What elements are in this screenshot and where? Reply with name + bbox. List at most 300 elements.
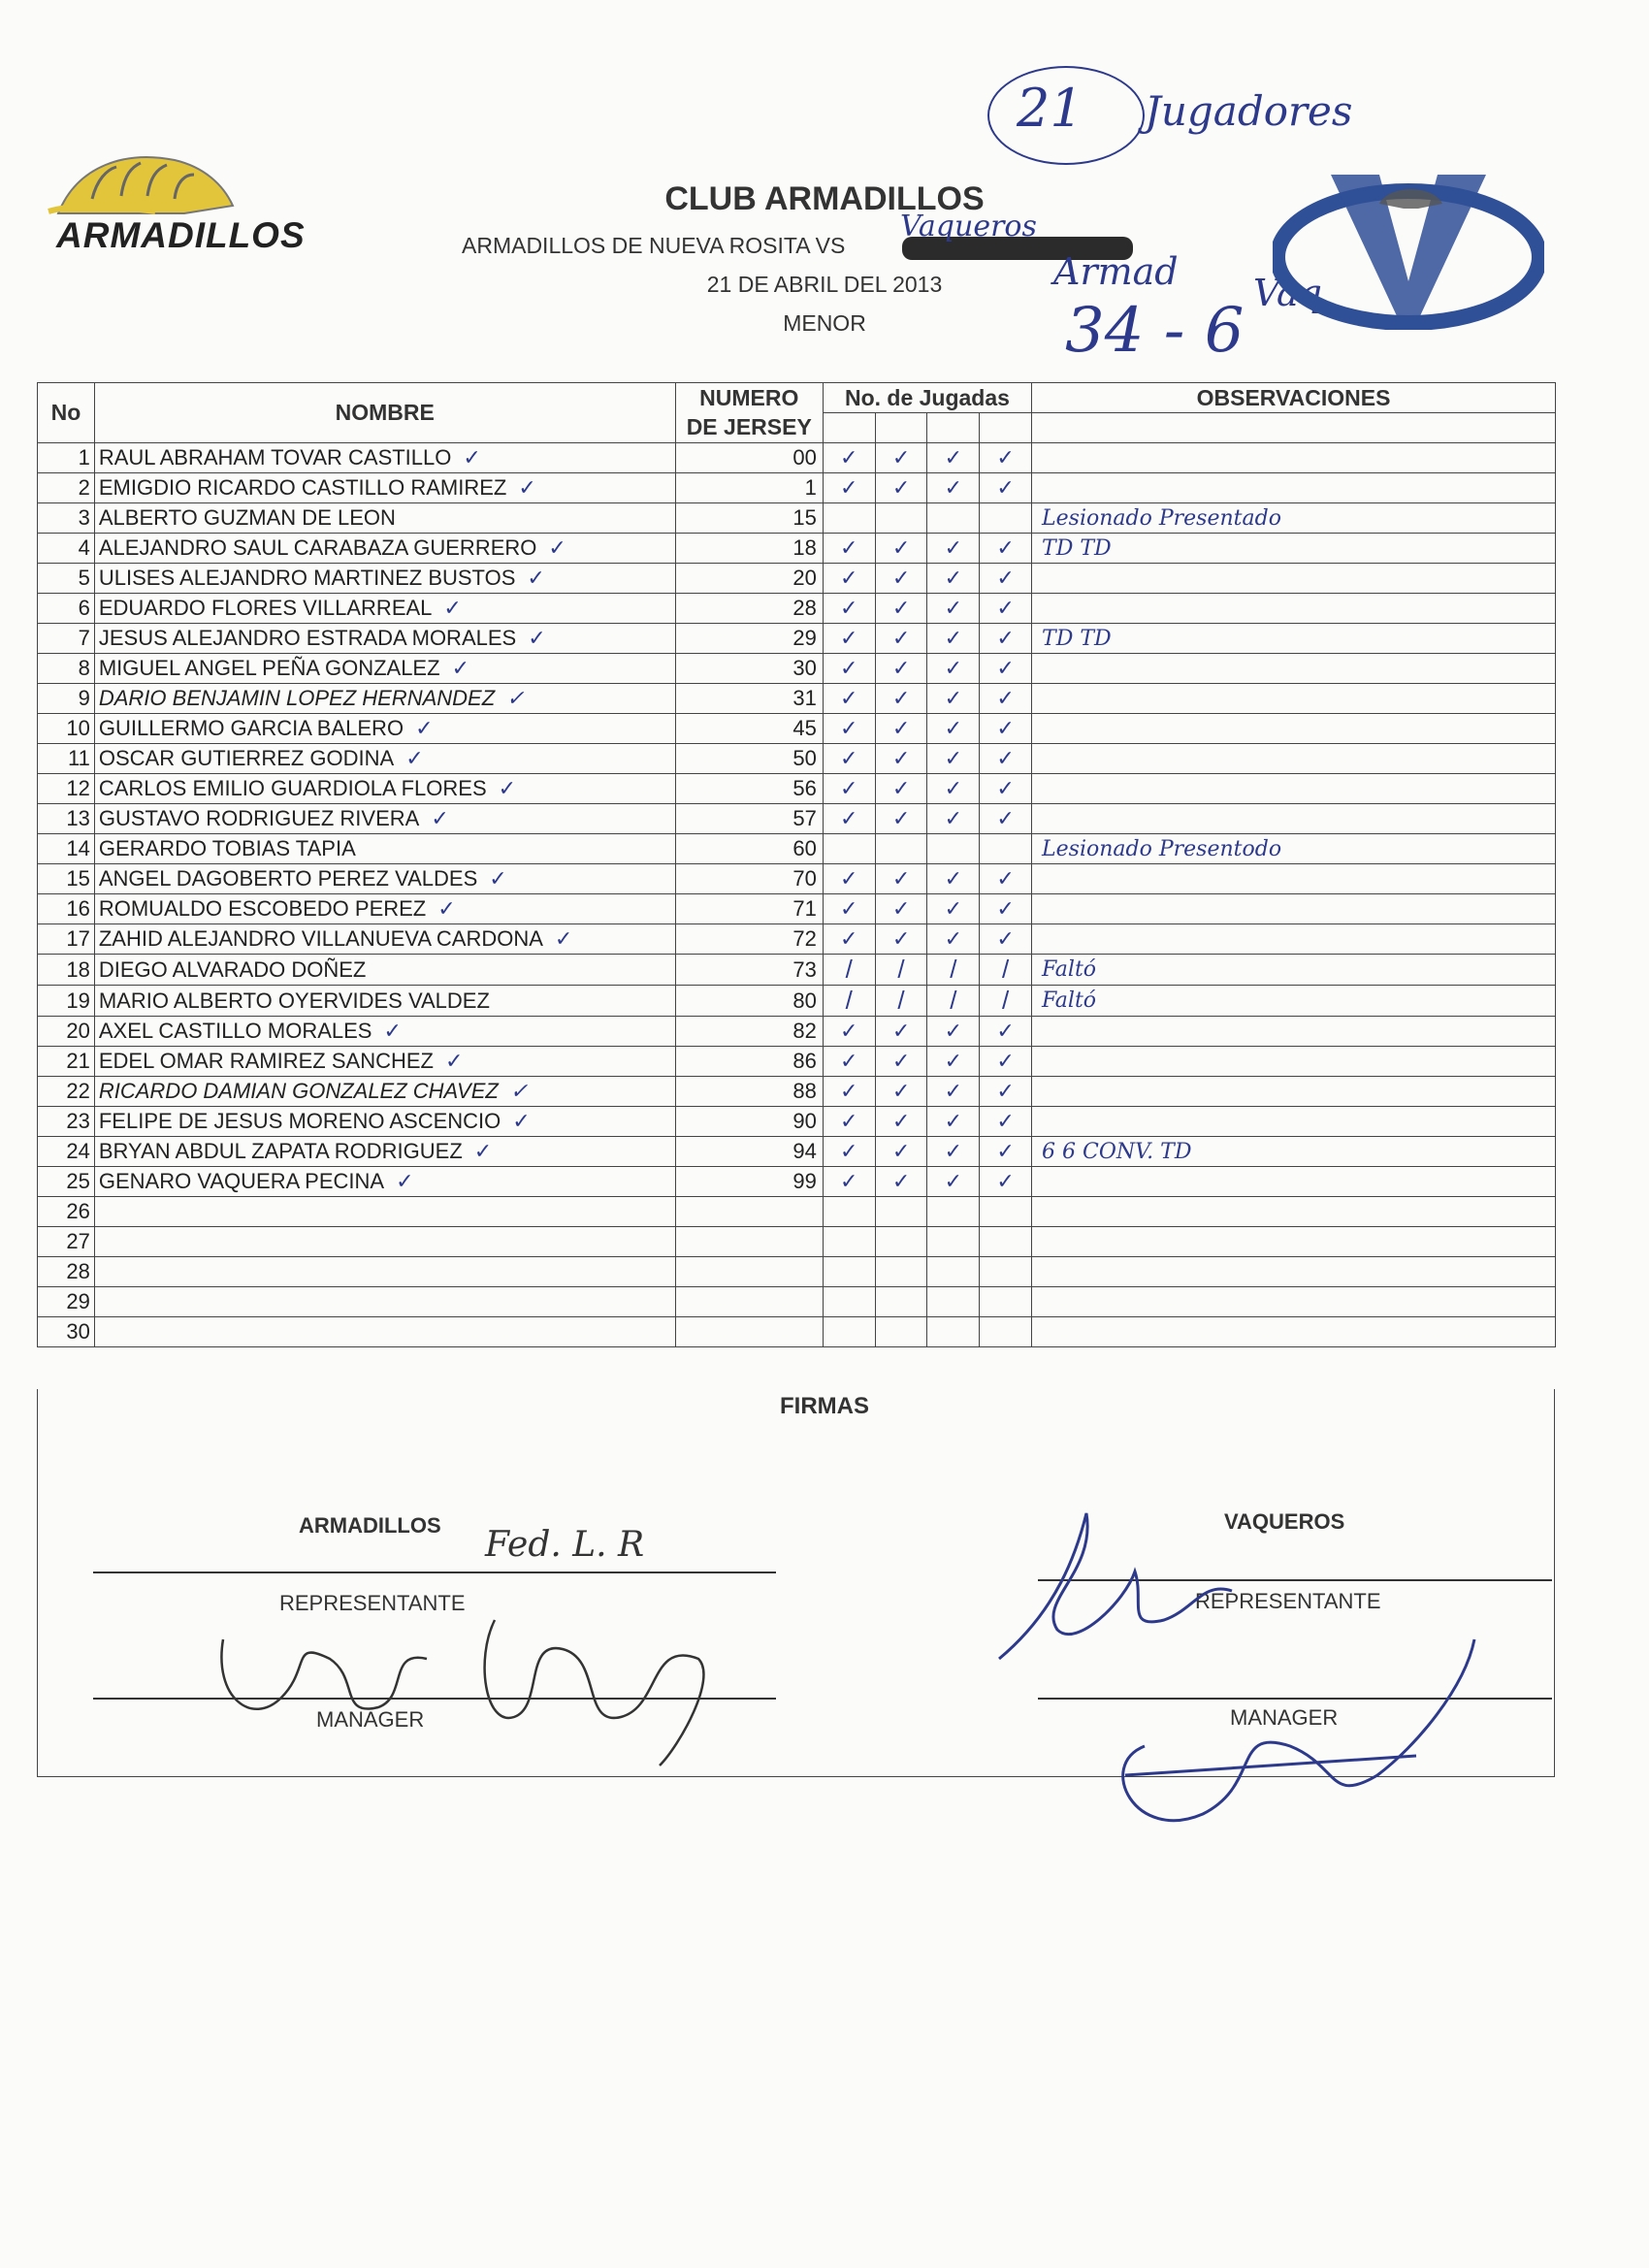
- player-name: [94, 804, 675, 834]
- play-mark: ✓: [927, 473, 980, 503]
- observation: [1032, 894, 1556, 924]
- jersey-number: 1: [675, 473, 823, 503]
- jersey-number: 31: [675, 684, 823, 714]
- play-mark: ✓: [927, 714, 980, 744]
- play-mark: ✓: [927, 534, 980, 564]
- play-mark: ✓: [927, 864, 980, 894]
- jersey-number: [675, 1257, 823, 1287]
- signatures-title: FIRMAS: [780, 1393, 869, 1419]
- play-mark: [980, 1257, 1032, 1287]
- check-icon: ✓: [506, 686, 525, 710]
- check-icon: ✓: [443, 596, 462, 620]
- play-mark: ✓: [927, 684, 980, 714]
- row-number: 19: [38, 986, 95, 1017]
- play-mark: /: [927, 986, 980, 1017]
- row-number: 23: [38, 1107, 95, 1137]
- play-mark: ✓: [980, 804, 1032, 834]
- page-title: CLUB ARMADILLOS: [664, 180, 985, 217]
- score-label-armadillos: Armad: [1053, 250, 1179, 293]
- play-mark: ✓: [823, 774, 875, 804]
- check-icon: ✓: [528, 626, 546, 650]
- player-name: [94, 654, 675, 684]
- jersey-number: [675, 1287, 823, 1317]
- jersey-number: 72: [675, 924, 823, 955]
- check-icon: ✓: [437, 896, 456, 921]
- play-mark: ✓: [980, 1047, 1032, 1077]
- rep-a-signature: Fed. L. R: [485, 1525, 645, 1565]
- player-name-text: OSCAR GUTIERREZ GODINA: [98, 746, 395, 770]
- row-number: 22: [38, 1077, 95, 1107]
- players-word: Jugadores: [1145, 87, 1353, 135]
- play-mark: ✓: [823, 564, 875, 594]
- row-number: 21: [38, 1047, 95, 1077]
- row-number: 3: [38, 503, 95, 534]
- play-mark: ✓: [980, 654, 1032, 684]
- header-obs-slot: [1032, 413, 1556, 443]
- observation: 6 6 CONV. TD: [1032, 1137, 1556, 1167]
- row-number: 10: [38, 714, 95, 744]
- play-mark: [823, 834, 875, 864]
- table-row: [38, 564, 1556, 594]
- play-mark: [823, 1227, 875, 1257]
- header-observations: OBSERVACIONES: [1032, 383, 1556, 413]
- play-mark: ✓: [980, 473, 1032, 503]
- player-name: [94, 1287, 675, 1317]
- table-row: [38, 534, 1556, 564]
- player-name-text: CARLOS EMILIO GUARDIOLA FLORES: [98, 776, 487, 800]
- check-icon: ✓: [498, 776, 517, 800]
- row-number: 5: [38, 564, 95, 594]
- player-name: [94, 864, 675, 894]
- jersey-number: 60: [675, 834, 823, 864]
- observation: TD TD: [1032, 624, 1556, 654]
- player-name-text: MIGUEL ANGEL PEÑA GONZALEZ: [98, 656, 440, 680]
- table-row: [38, 924, 1556, 955]
- table-row: [38, 774, 1556, 804]
- table-row: [38, 443, 1556, 473]
- play-mark: ✓: [875, 594, 927, 624]
- check-icon: ✓: [509, 1079, 529, 1103]
- table-row: [38, 1317, 1556, 1347]
- play-mark: /: [823, 955, 875, 986]
- observation: [1032, 864, 1556, 894]
- observation: [1032, 1107, 1556, 1137]
- table-row: [38, 744, 1556, 774]
- table-row: [38, 1257, 1556, 1287]
- header-plays: No. de Jugadas: [823, 383, 1031, 413]
- play-mark: ✓: [927, 1077, 980, 1107]
- jersey-number: 00: [675, 443, 823, 473]
- observation: [1032, 564, 1556, 594]
- player-name: [94, 986, 675, 1017]
- play-mark: [875, 1197, 927, 1227]
- check-icon: ✓: [415, 716, 434, 740]
- table-row: [38, 1197, 1556, 1227]
- play-mark: [875, 834, 927, 864]
- play-mark: ✓: [823, 443, 875, 473]
- play-mark: ✓: [823, 1167, 875, 1197]
- player-name-text: DIEGO ALVARADO DOÑEZ: [98, 956, 367, 982]
- manager-a-signatures: [194, 1581, 737, 1775]
- player-name-text: ALEJANDRO SAUL CARABAZA GUERRERO: [98, 535, 537, 560]
- player-name: [94, 924, 675, 955]
- observation: [1032, 1077, 1556, 1107]
- play-mark: ✓: [927, 443, 980, 473]
- play-mark: [823, 503, 875, 534]
- jersey-number: 57: [675, 804, 823, 834]
- score-label-vaqueros: Vaq.: [1253, 272, 1335, 314]
- check-icon: ✓: [463, 445, 481, 470]
- rep-a-line: [93, 1571, 776, 1573]
- play-mark: ✓: [823, 894, 875, 924]
- play-mark: ✓: [823, 534, 875, 564]
- jersey-number: 56: [675, 774, 823, 804]
- play-mark: [980, 1317, 1032, 1347]
- jersey-number: 88: [675, 1077, 823, 1107]
- jersey-number: [675, 1317, 823, 1347]
- logo-wordmark: ARMADILLOS: [56, 215, 306, 255]
- play-mark: [927, 1287, 980, 1317]
- play-mark: [927, 1317, 980, 1347]
- table-row: [38, 594, 1556, 624]
- jersey-number: 70: [675, 864, 823, 894]
- play-mark: ✓: [927, 774, 980, 804]
- play-mark: ✓: [927, 1047, 980, 1077]
- check-icon: ✓: [489, 866, 507, 891]
- observation: [1032, 443, 1556, 473]
- player-name: [94, 1257, 675, 1287]
- play-mark: ✓: [875, 1137, 927, 1167]
- play-mark: ✓: [875, 714, 927, 744]
- observation: Faltó: [1032, 955, 1556, 986]
- play-mark: ✓: [927, 804, 980, 834]
- manager-b-label: MANAGER: [1230, 1705, 1339, 1730]
- play-mark: [927, 1227, 980, 1257]
- play-mark: ✓: [823, 473, 875, 503]
- play-mark: /: [875, 986, 927, 1017]
- jersey-number: 28: [675, 594, 823, 624]
- header-play-slot: [927, 413, 980, 443]
- player-name: [94, 1167, 675, 1197]
- player-name: [94, 894, 675, 924]
- play-mark: ✓: [823, 1047, 875, 1077]
- row-number: 27: [38, 1227, 95, 1257]
- jersey-number: 82: [675, 1017, 823, 1047]
- check-icon: ✓: [527, 566, 545, 590]
- jersey-number: 15: [675, 503, 823, 534]
- play-mark: ✓: [875, 1047, 927, 1077]
- row-number: 16: [38, 894, 95, 924]
- row-number: 9: [38, 684, 95, 714]
- play-mark: [980, 1287, 1032, 1317]
- player-name-text: EDEL OMAR RAMIREZ SANCHEZ: [98, 1049, 434, 1073]
- table-row: [38, 1047, 1556, 1077]
- vaqueros-icon: [1273, 165, 1544, 330]
- table-row: [38, 986, 1556, 1017]
- table-row: [38, 624, 1556, 654]
- player-name-text: GENARO VAQUERA PECINA: [98, 1169, 385, 1193]
- jersey-number: 29: [675, 624, 823, 654]
- observation: [1032, 1017, 1556, 1047]
- player-name-text: RAUL ABRAHAM TOVAR CASTILLO: [98, 445, 452, 470]
- table-row: [38, 714, 1556, 744]
- play-mark: ✓: [980, 744, 1032, 774]
- row-number: 24: [38, 1137, 95, 1167]
- play-mark: [980, 503, 1032, 534]
- play-mark: [823, 1287, 875, 1317]
- row-number: 11: [38, 744, 95, 774]
- check-icon: ✓: [444, 1049, 464, 1073]
- table-row: [38, 894, 1556, 924]
- play-mark: ✓: [927, 624, 980, 654]
- player-name: [94, 624, 675, 654]
- player-name: [94, 834, 675, 864]
- header-play-slot: [823, 413, 875, 443]
- play-mark: ✓: [980, 774, 1032, 804]
- play-mark: ✓: [875, 534, 927, 564]
- table-row: [38, 654, 1556, 684]
- row-number: 4: [38, 534, 95, 564]
- player-name: [94, 774, 675, 804]
- player-name-text: GERARDO TOBIAS TAPIA: [98, 836, 356, 860]
- jersey-number: [675, 1227, 823, 1257]
- play-mark: [823, 1257, 875, 1287]
- player-name: [94, 1227, 675, 1257]
- play-mark: ✓: [823, 594, 875, 624]
- header-play-slot: [980, 413, 1032, 443]
- table-row: [38, 473, 1556, 503]
- player-name: [94, 473, 675, 503]
- player-name-text: ROMUALDO ESCOBEDO PEREZ: [98, 896, 427, 921]
- player-name: [94, 564, 675, 594]
- opponent-handwritten: Vaqueros: [900, 210, 1037, 243]
- table-row: [38, 1287, 1556, 1317]
- player-name-text: ULISES ALEJANDRO MARTINEZ BUSTOS: [98, 566, 516, 590]
- player-name: [94, 443, 675, 473]
- play-mark: ✓: [980, 1077, 1032, 1107]
- observation: Faltó: [1032, 986, 1556, 1017]
- play-mark: ✓: [980, 594, 1032, 624]
- table-row: [38, 1017, 1556, 1047]
- player-name-text: EDUARDO FLORES VILLARREAL: [98, 596, 433, 620]
- player-name: [94, 594, 675, 624]
- jersey-number: 45: [675, 714, 823, 744]
- table-row: [38, 834, 1556, 864]
- observation: Lesionado Presentodo: [1032, 834, 1556, 864]
- play-mark: ✓: [980, 1167, 1032, 1197]
- play-mark: ✓: [980, 624, 1032, 654]
- observation: [1032, 684, 1556, 714]
- play-mark: ✓: [980, 1107, 1032, 1137]
- check-icon: ✓: [431, 806, 449, 830]
- check-icon: ✓: [396, 1169, 414, 1193]
- roster-table: [37, 382, 1556, 1347]
- manager-a-label: MANAGER: [316, 1707, 425, 1732]
- rep-b-label: REPRESENTANTE: [1195, 1589, 1381, 1613]
- play-mark: ✓: [875, 894, 927, 924]
- row-number: 25: [38, 1167, 95, 1197]
- play-mark: ✓: [823, 1107, 875, 1137]
- player-name-text: GUSTAVO RODRIGUEZ RIVERA: [98, 806, 420, 830]
- observation: TD TD: [1032, 534, 1556, 564]
- play-mark: /: [980, 986, 1032, 1017]
- row-number: 6: [38, 594, 95, 624]
- player-name: [94, 1107, 675, 1137]
- jersey-number: 90: [675, 1107, 823, 1137]
- header-play-slot: [875, 413, 927, 443]
- play-mark: ✓: [875, 1017, 927, 1047]
- observation: [1032, 744, 1556, 774]
- play-mark: [927, 834, 980, 864]
- observation: [1032, 594, 1556, 624]
- category-label: MENOR: [783, 310, 866, 336]
- player-name: [94, 1017, 675, 1047]
- play-mark: [875, 1257, 927, 1287]
- row-number: 13: [38, 804, 95, 834]
- play-mark: ✓: [875, 1167, 927, 1197]
- row-number: 28: [38, 1257, 95, 1287]
- check-icon: ✓: [473, 1139, 493, 1163]
- play-mark: ✓: [823, 1017, 875, 1047]
- play-mark: ✓: [927, 744, 980, 774]
- row-number: 12: [38, 774, 95, 804]
- play-mark: ✓: [927, 1017, 980, 1047]
- play-mark: /: [927, 955, 980, 986]
- jersey-number: 50: [675, 744, 823, 774]
- jersey-number: 18: [675, 534, 823, 564]
- play-mark: ✓: [875, 654, 927, 684]
- player-name: [94, 1317, 675, 1347]
- play-mark: ✓: [823, 864, 875, 894]
- match-subtitle: ARMADILLOS DE NUEVA ROSITA VS: [462, 233, 846, 258]
- row-number: 26: [38, 1197, 95, 1227]
- table-row: [38, 1167, 1556, 1197]
- vaqueros-logo: [1273, 165, 1544, 330]
- player-name-text: MARIO ALBERTO OYERVIDES VALDEZ: [98, 988, 490, 1013]
- player-name: [94, 1077, 675, 1107]
- play-mark: ✓: [875, 804, 927, 834]
- row-number: 20: [38, 1017, 95, 1047]
- play-mark: ✓: [875, 443, 927, 473]
- play-mark: ✓: [823, 654, 875, 684]
- play-mark: ✓: [875, 1107, 927, 1137]
- jersey-number: 99: [675, 1167, 823, 1197]
- players-count: 21: [1017, 78, 1083, 139]
- table-row: [38, 1107, 1556, 1137]
- play-mark: ✓: [875, 684, 927, 714]
- play-mark: [980, 1227, 1032, 1257]
- play-mark: ✓: [980, 1017, 1032, 1047]
- row-number: 7: [38, 624, 95, 654]
- table-row: [38, 864, 1556, 894]
- play-mark: ✓: [823, 624, 875, 654]
- play-mark: /: [980, 955, 1032, 986]
- score-value: 34 - 6: [1065, 295, 1245, 367]
- roster-body: [38, 443, 1556, 1347]
- table-row: [38, 503, 1556, 534]
- jersey-number: 20: [675, 564, 823, 594]
- player-name: [94, 744, 675, 774]
- play-mark: [927, 503, 980, 534]
- play-mark: ✓: [980, 684, 1032, 714]
- player-name-text: ANGEL DAGOBERTO PEREZ VALDES: [98, 866, 478, 891]
- check-icon: ✓: [383, 1019, 402, 1043]
- row-number: 17: [38, 924, 95, 955]
- check-icon: ✓: [548, 535, 566, 560]
- play-mark: [875, 1317, 927, 1347]
- player-name: [94, 1197, 675, 1227]
- play-mark: ✓: [875, 744, 927, 774]
- header-jersey-line1: NUMERO: [675, 383, 823, 413]
- player-name-text: FELIPE DE JESUS MORENO ASCENCIO: [98, 1109, 501, 1133]
- observation: [1032, 1167, 1556, 1197]
- play-mark: ✓: [980, 1137, 1032, 1167]
- play-mark: ✓: [927, 564, 980, 594]
- play-mark: ✓: [980, 894, 1032, 924]
- play-mark: /: [875, 955, 927, 986]
- play-mark: [927, 1257, 980, 1287]
- observation: [1032, 1317, 1556, 1347]
- player-name-text: RICARDO DAMIAN GONZALEZ CHAVEZ: [98, 1079, 499, 1103]
- player-name: [94, 684, 675, 714]
- observation: [1032, 804, 1556, 834]
- observation: [1032, 1197, 1556, 1227]
- check-icon: ✓: [554, 926, 573, 951]
- row-number: 29: [38, 1287, 95, 1317]
- player-name-text: BRYAN ABDUL ZAPATA RODRIGUEZ: [98, 1139, 463, 1163]
- play-mark: ✓: [927, 1107, 980, 1137]
- play-mark: ✓: [875, 924, 927, 955]
- check-icon: ✓: [451, 656, 469, 680]
- play-mark: ✓: [823, 744, 875, 774]
- row-number: 15: [38, 864, 95, 894]
- play-mark: ✓: [823, 714, 875, 744]
- play-mark: [875, 503, 927, 534]
- player-name-text: GUILLERMO GARCIA BALERO: [98, 716, 404, 740]
- observation: [1032, 714, 1556, 744]
- play-mark: ✓: [927, 1167, 980, 1197]
- play-mark: [823, 1197, 875, 1227]
- table-row: [38, 955, 1556, 986]
- header-no: No: [38, 383, 95, 443]
- play-mark: ✓: [927, 1137, 980, 1167]
- rep-a-label: REPRESENTANTE: [279, 1591, 466, 1615]
- jersey-number: [675, 1197, 823, 1227]
- play-mark: [875, 1227, 927, 1257]
- row-number: 2: [38, 473, 95, 503]
- jersey-number: 71: [675, 894, 823, 924]
- play-mark: [980, 834, 1032, 864]
- table-row: [38, 1137, 1556, 1167]
- play-mark: ✓: [927, 924, 980, 955]
- observation: Lesionado Presentado: [1032, 503, 1556, 534]
- jersey-number: 86: [675, 1047, 823, 1077]
- player-name: [94, 503, 675, 534]
- player-name: [94, 1047, 675, 1077]
- play-mark: ✓: [875, 774, 927, 804]
- play-mark: ✓: [823, 924, 875, 955]
- header-name: NOMBRE: [94, 383, 675, 443]
- play-mark: ✓: [927, 654, 980, 684]
- play-mark: ✓: [980, 924, 1032, 955]
- player-name-text: ALBERTO GUZMAN DE LEON: [98, 505, 396, 530]
- player-name-text: ZAHID ALEJANDRO VILLANUEVA CARDONA: [98, 926, 543, 951]
- observation: [1032, 1227, 1556, 1257]
- play-mark: [823, 1317, 875, 1347]
- table-row: [38, 684, 1556, 714]
- play-mark: ✓: [875, 1077, 927, 1107]
- player-name: [94, 534, 675, 564]
